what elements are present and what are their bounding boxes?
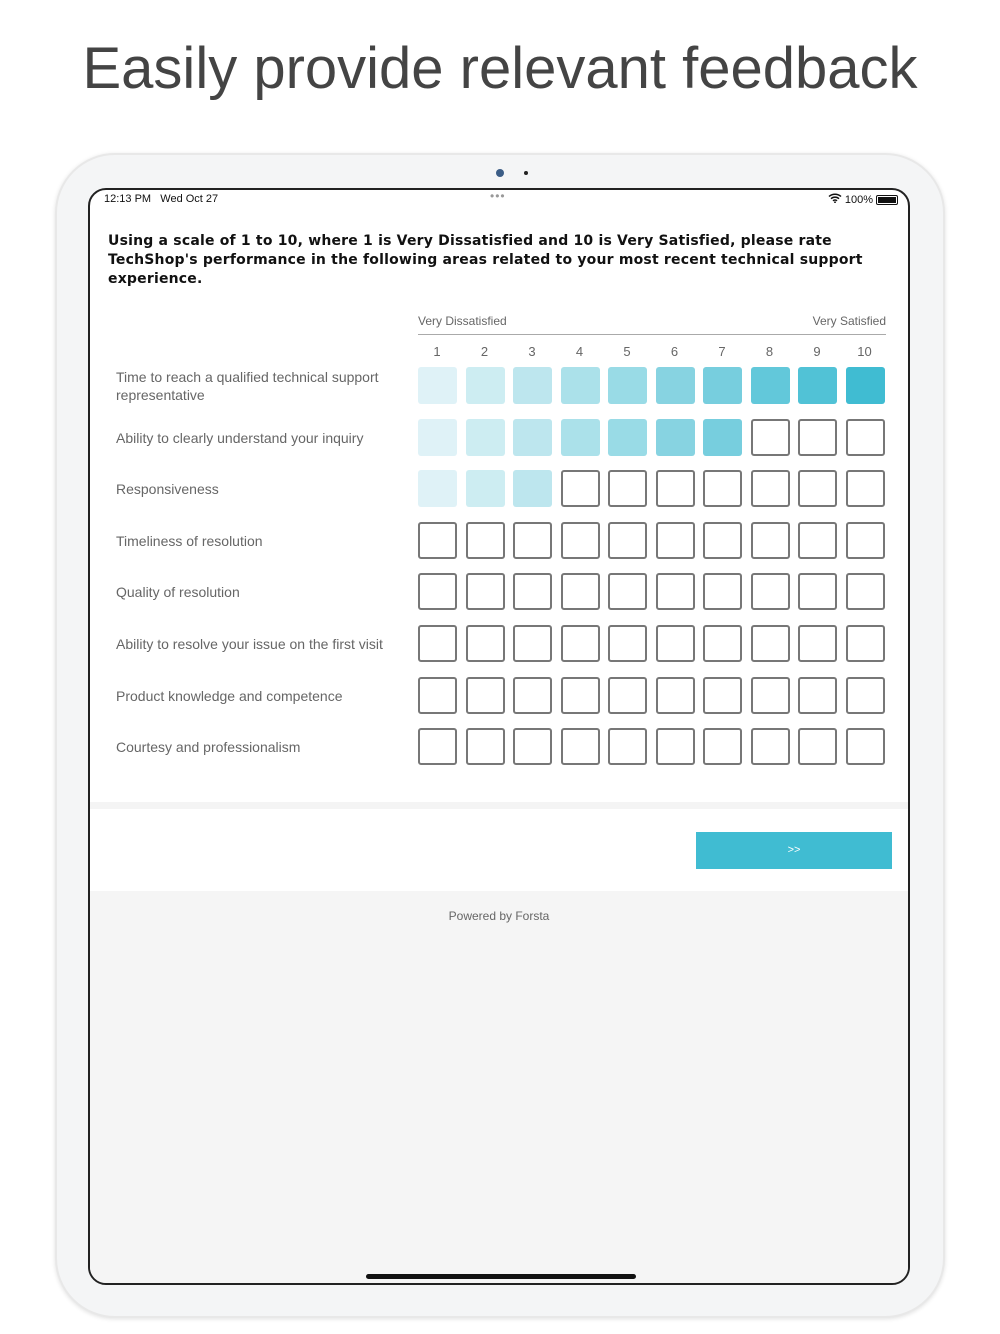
- row-label: Product knowledge and competence: [116, 687, 343, 704]
- rating-option-7[interactable]: [703, 522, 742, 559]
- rating-option-4[interactable]: [561, 419, 600, 456]
- rating-row: [116, 367, 886, 405]
- rating-option-7[interactable]: [703, 677, 742, 714]
- rating-option-6[interactable]: [656, 367, 695, 404]
- question-text: Using a scale of 1 to 10, where 1 is Very Dissatisfied and 10 is Very Satisfied, please rate TechShop's performance in the following areas related to your most recent technical support experience.: [108, 233, 863, 287]
- rating-option-8[interactable]: [751, 728, 790, 765]
- status-time: [104, 193, 218, 205]
- rating-option-1[interactable]: [418, 522, 457, 559]
- rating-option-3[interactable]: [513, 625, 552, 662]
- rating-option-5[interactable]: [608, 367, 647, 404]
- scale-number: 9: [813, 344, 821, 359]
- rating-option-6[interactable]: [656, 573, 695, 610]
- rating-option-8[interactable]: [751, 573, 790, 610]
- rating-row: [116, 573, 886, 611]
- rating-option-9[interactable]: [798, 470, 837, 507]
- rating-option-2[interactable]: [466, 728, 505, 765]
- scale-number: 6: [670, 344, 679, 359]
- rating-option-6[interactable]: [656, 419, 695, 456]
- battery-percent: 100%: [844, 193, 873, 206]
- row-label: Ability to resolve your issue on the first visit: [116, 636, 383, 652]
- rating-option-4[interactable]: [561, 367, 600, 404]
- screen: [88, 188, 910, 1285]
- rating-option-4[interactable]: [561, 470, 600, 507]
- rating-option-10[interactable]: [846, 728, 885, 765]
- rating-row: [116, 522, 886, 560]
- rating-option-5[interactable]: [608, 522, 647, 559]
- rating-option-8[interactable]: [751, 470, 790, 507]
- scale-number: 8: [765, 344, 774, 359]
- rating-option-2[interactable]: [466, 625, 505, 662]
- rating-option-10[interactable]: [846, 625, 885, 662]
- rating-option-6[interactable]: [656, 625, 695, 662]
- next-button[interactable]: >>: [696, 832, 892, 869]
- rating-option-5[interactable]: [608, 625, 647, 662]
- rating-option-2[interactable]: [466, 677, 505, 714]
- rating-option-6[interactable]: [656, 470, 695, 507]
- rating-option-8[interactable]: [751, 367, 790, 404]
- rating-option-2[interactable]: [466, 419, 505, 456]
- divider: [90, 802, 908, 809]
- headline: Easily provide relevant feedback: [82, 36, 918, 101]
- rating-option-9[interactable]: [798, 677, 837, 714]
- scale-header: [418, 314, 886, 335]
- camera-icon: [496, 169, 504, 177]
- rating-option-8[interactable]: [751, 625, 790, 662]
- row-label: Time to reach a qualified technical support representative: [116, 369, 379, 403]
- rating-option-7[interactable]: [703, 419, 742, 456]
- rating-option-10[interactable]: [846, 573, 885, 610]
- rating-option-10[interactable]: [846, 419, 885, 456]
- rating-option-5[interactable]: [608, 470, 647, 507]
- time: 12:13 PM: [104, 193, 152, 205]
- rating-row: [116, 677, 886, 715]
- rating-option-4[interactable]: [561, 573, 600, 610]
- multitask-dots-icon[interactable]: •••: [490, 189, 506, 203]
- rating-option-9[interactable]: [798, 625, 837, 662]
- rating-row: [116, 419, 886, 457]
- scale-number: 7: [718, 344, 726, 359]
- rating-option-5[interactable]: [608, 728, 647, 765]
- scale-number: 1: [433, 344, 441, 359]
- wifi-icon: [828, 193, 842, 206]
- rating-option-1[interactable]: [418, 728, 457, 765]
- rating-row: [116, 625, 886, 663]
- rating-option-3[interactable]: [513, 522, 552, 559]
- row-label: Responsiveness: [116, 481, 219, 498]
- rating-option-1[interactable]: [418, 367, 457, 404]
- scale-number: 3: [528, 344, 536, 359]
- rating-option-9[interactable]: [798, 419, 837, 456]
- row-label: Timeliness of resolution: [116, 532, 263, 549]
- rating-option-6[interactable]: [656, 522, 695, 559]
- rating-option-3[interactable]: [513, 573, 552, 610]
- rating-option-2[interactable]: [466, 573, 505, 610]
- scale-numbers: [418, 344, 888, 360]
- rating-option-5[interactable]: [608, 573, 647, 610]
- rating-option-1[interactable]: [418, 677, 457, 714]
- rating-option-1[interactable]: [418, 573, 457, 610]
- home-indicator[interactable]: [366, 1274, 636, 1279]
- rating-option-7[interactable]: [703, 625, 742, 662]
- rating-option-2[interactable]: [466, 367, 505, 404]
- date: Wed Oct 27: [160, 193, 219, 205]
- rating-option-9[interactable]: [798, 522, 837, 559]
- rating-option-8[interactable]: [751, 522, 790, 559]
- rating-option-9[interactable]: [798, 573, 837, 610]
- rating-option-10[interactable]: [846, 470, 885, 507]
- rating-option-7[interactable]: [703, 367, 742, 404]
- rating-option-5[interactable]: [608, 419, 647, 456]
- rating-option-8[interactable]: [751, 677, 790, 714]
- scale-number: 5: [623, 344, 631, 359]
- rating-option-4[interactable]: [561, 522, 600, 559]
- powered-by: Powered by Forsta: [448, 909, 550, 923]
- battery-icon: [876, 195, 898, 205]
- rating-option-2[interactable]: [466, 522, 505, 559]
- rating-option-5[interactable]: [608, 677, 647, 714]
- rating-option-10[interactable]: [846, 367, 885, 404]
- rating-row: [116, 470, 886, 508]
- scale-high-label: Very Satisfied: [812, 314, 886, 328]
- rating-option-2[interactable]: [466, 470, 505, 507]
- scale-number: 2: [480, 344, 489, 359]
- scale-number: 4: [575, 344, 584, 359]
- rating-option-10[interactable]: [846, 522, 885, 559]
- rating-option-7[interactable]: [703, 573, 742, 610]
- sensor-icon: [524, 171, 528, 175]
- scale-number: 10: [857, 344, 872, 359]
- rating-option-3[interactable]: [513, 677, 552, 714]
- rating-row: [116, 728, 886, 766]
- rating-option-3[interactable]: [513, 367, 552, 404]
- rating-option-7[interactable]: [703, 728, 742, 765]
- rating-option-9[interactable]: [798, 728, 837, 765]
- rating-option-1[interactable]: [418, 625, 457, 662]
- rating-option-6[interactable]: [656, 677, 695, 714]
- rating-option-9[interactable]: [798, 367, 837, 404]
- rating-option-8[interactable]: [751, 419, 790, 456]
- rating-option-4[interactable]: [561, 677, 600, 714]
- row-label: Ability to clearly understand your inquiry: [116, 429, 364, 446]
- rating-option-1[interactable]: [418, 419, 457, 456]
- rating-option-3[interactable]: [513, 728, 552, 765]
- rating-option-7[interactable]: [703, 470, 742, 507]
- rating-option-4[interactable]: [561, 625, 600, 662]
- scale-low-label: Very Dissatisfied: [418, 314, 507, 328]
- rating-option-3[interactable]: [513, 419, 552, 456]
- row-label: Courtesy and professionalism: [116, 739, 301, 756]
- status-bar: [104, 189, 898, 209]
- footer: [90, 891, 908, 1283]
- rating-option-4[interactable]: [561, 728, 600, 765]
- rating-option-6[interactable]: [656, 728, 695, 765]
- rating-option-1[interactable]: [418, 470, 457, 507]
- rating-option-10[interactable]: [846, 677, 885, 714]
- row-label: Quality of resolution: [116, 584, 240, 601]
- rating-option-3[interactable]: [513, 470, 552, 507]
